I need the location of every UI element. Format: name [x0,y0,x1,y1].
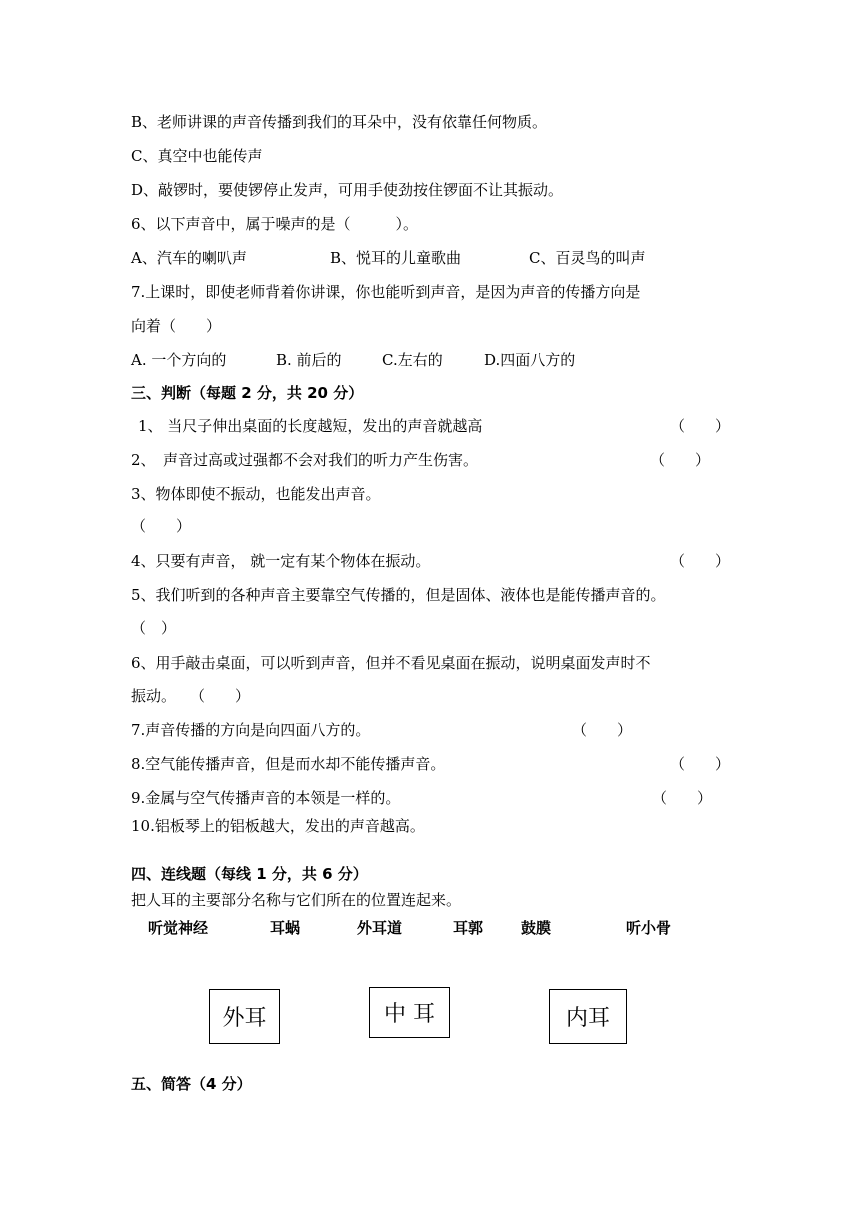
ear-part-auricle[interactable]: 耳郭 [453,919,484,937]
answer-paren-7[interactable]: （ ） [572,721,633,739]
judge-item-3: 3、物体即使不振动，也能发出声音。 [131,485,381,503]
box-outer-ear-label: 外耳 [222,1006,267,1031]
judge-item-8: 8.空气能传播声音，但是而水却不能传播声音。 [131,755,446,773]
box-middle-ear-label: 中 耳 [384,1002,435,1027]
answer-paren-4[interactable]: （ ） [670,552,731,570]
box-inner-ear[interactable] [549,989,627,1044]
question-7-line1: 7.上课时，即使老师背着你讲课，你也能听到声音，是因为声音的传播方向是 [131,283,641,301]
answer-paren-3[interactable]: （ ） [131,517,192,535]
judge-item-5: 5、我们听到的各种声音主要靠空气传播的，但是固体、液体也是能传播声音的。 [131,586,666,604]
q6-option-c: C、百灵鸟的叫声 [529,249,646,267]
q6-option-a: A、汽车的喇叭声 [131,249,247,267]
q7-option-a: A. 一个方向的 [131,351,227,369]
q7-option-b: B. 前后的 [276,351,342,369]
q7-option-c: C.左右的 [382,351,443,369]
judge-item-6-line2: 振动。 [131,687,177,705]
section-4-title: 四、连线题（每线 1 分，共 6 分） [131,865,368,883]
answer-paren-6[interactable]: （ ） [190,687,251,705]
judge-item-10: 10.铝板琴上的铝板越大，发出的声音越高。 [131,817,425,835]
answer-paren-1[interactable]: （ ） [670,417,731,435]
section-4-instruction: 把人耳的主要部分名称与它们所在的位置连起来。 [131,891,462,909]
answer-paren-2[interactable]: （ ） [650,451,711,469]
judge-item-2: 2、 声音过高或过强都不会对我们的听力产生伤害。 [131,451,479,469]
section-3-title: 三、判断（每题 2 分，共 20 分） [131,384,364,402]
ear-part-auditory-nerve[interactable]: 听觉神经 [148,919,209,937]
q5-option-c: C、真空中也能传声 [131,147,263,165]
judge-item-7: 7.声音传播的方向是向四面八方的。 [131,721,371,739]
q7-option-d: D.四面八方的 [484,351,576,369]
answer-paren-9[interactable]: （ ） [652,789,713,807]
question-6: 6、以下声音中，属于噪声的是（ ）。 [131,215,419,233]
ear-part-ossicles[interactable]: 听小骨 [626,919,672,937]
ear-part-ear-canal[interactable]: 外耳道 [357,919,403,937]
answer-paren-5[interactable]: （ ） [131,619,177,637]
q6-option-b: B、悦耳的儿童歌曲 [330,249,462,267]
ear-part-cochlea[interactable]: 耳蜗 [270,919,301,937]
q5-option-d: D、敲锣时，要使锣停止发声，可用手使劲按住锣面不让其振动。 [131,181,564,199]
judge-item-9: 9.金属与空气传播声音的本领是一样的。 [131,789,401,807]
box-middle-ear[interactable] [369,987,450,1038]
ear-part-eardrum[interactable]: 鼓膜 [521,919,552,937]
box-outer-ear[interactable] [209,989,280,1044]
section-5-title: 五、简答（4 分） [131,1075,252,1093]
judge-item-1: 1、 当尺子伸出桌面的长度越短，发出的声音就越高 [138,417,483,435]
judge-item-6-line1: 6、用手敲击桌面，可以听到声音，但并不看见桌面在振动，说明桌面发声时不 [131,654,651,672]
q5-option-b: B、老师讲课的声音传播到我们的耳朵中，没有依靠任何物质。 [131,113,548,131]
answer-paren-8[interactable]: （ ） [670,755,731,773]
judge-item-4: 4、只要有声音， 就一定有某个物体在振动。 [131,552,431,570]
question-7-line2: 向着（ ） [131,317,222,335]
box-inner-ear-label: 内耳 [565,1006,610,1031]
